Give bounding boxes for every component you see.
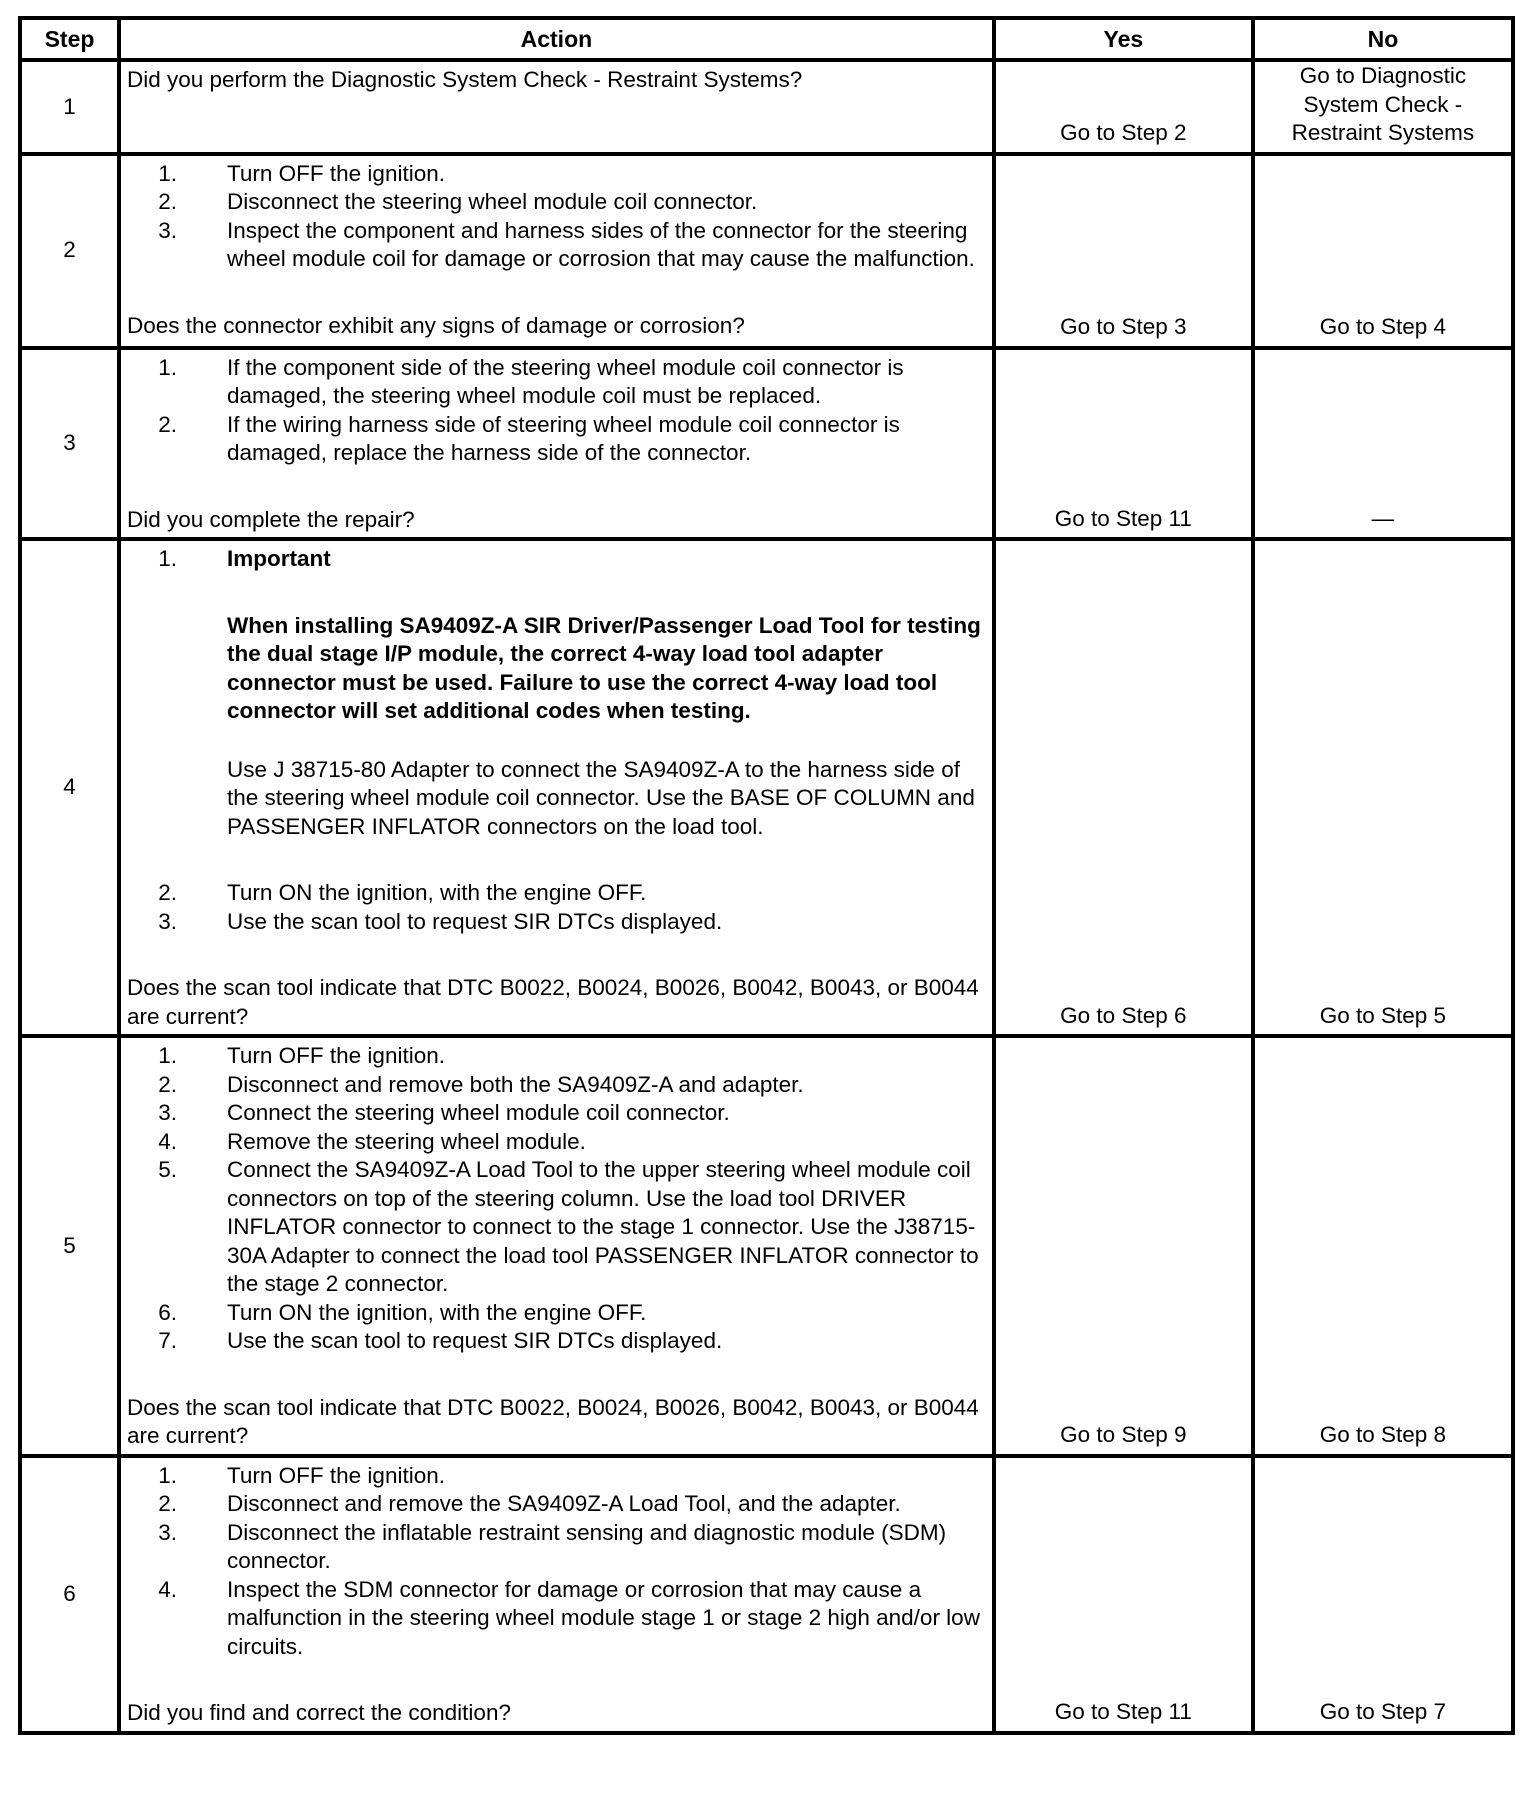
- list-item: [127, 1042, 988, 1071]
- question-text: Does the scan tool indicate that DTC B0022, B0024, B0026, B0042, B0043, or B0044 are current?: [126, 975, 979, 1029]
- step-list: [127, 1462, 988, 1662]
- list-item: [127, 545, 988, 879]
- header-yes: Yes: [994, 18, 1253, 60]
- no-cell: Go to Diagnostic System Check - Restraint Systems: [1253, 60, 1513, 154]
- step-number: 4: [20, 539, 119, 1036]
- item-text: Inspect the component and harness sides of the connector for the steering wheel module coil for damage or corrosion that may cause the malfunction.: [226, 217, 975, 271]
- step-number: 1: [20, 60, 119, 154]
- item-text: Disconnect and remove the SA9409Z-A Load Tool, and the adapter.: [226, 1491, 901, 1516]
- header-step: Step: [20, 18, 119, 60]
- action-cell: [119, 60, 994, 154]
- item-text: Use the scan tool to request SIR DTCs displayed.: [226, 1328, 723, 1353]
- table-row: [20, 348, 1513, 540]
- table-row: [20, 539, 1513, 1036]
- item-text: If the component side of the steering wheel module coil connector is damaged, the steering wheel module coil must be replaced.: [226, 354, 904, 408]
- item-text: Turn OFF the ignition.: [226, 1462, 445, 1488]
- list-item: [127, 908, 988, 937]
- step-number: 3: [20, 348, 119, 540]
- no-cell: Go to Step 7: [1253, 1456, 1513, 1733]
- step-list: [127, 160, 988, 274]
- item-number: 2.: [158, 411, 177, 437]
- item-text: Disconnect the steering wheel module coil connector.: [226, 189, 758, 214]
- list-item: [127, 1099, 988, 1128]
- yes-cell: Go to Step 2: [994, 60, 1253, 154]
- list-item: [127, 188, 988, 217]
- item-text: Use J 38715-80 Adapter to connect the SA9409Z-A to the harness side of the steering wheel module coil connector. Use the BASE OF COLUMN and PASSENGER INFLATOR connectors on the load tool.: [226, 756, 975, 839]
- question-text: Does the connector exhibit any signs of damage or corrosion?: [126, 312, 745, 338]
- item-number: 7.: [158, 1328, 177, 1353]
- no-cell: Go to Step 5: [1253, 539, 1513, 1036]
- question-text: Did you perform the Diagnostic System Check - Restraint Systems?: [126, 67, 803, 92]
- important-label: Important: [226, 546, 331, 571]
- item-number: 3.: [158, 1100, 177, 1125]
- list-item: [127, 1156, 988, 1299]
- list-item: [127, 354, 988, 411]
- step-list: [127, 545, 988, 936]
- question-text: Does the scan tool indicate that DTC B0022, B0024, B0026, B0042, B0043, or B0044 are current?: [126, 1394, 979, 1448]
- item-number: 2.: [158, 880, 177, 905]
- yes-cell: Go to Step 3: [994, 154, 1253, 348]
- step-number: 6: [20, 1456, 119, 1733]
- item-text: Connect the SA9409Z-A Load Tool to the upper steering wheel module coil connectors on top of the steering column. Use the load tool DRIVER INFLATOR connector to connect to the stage 1 connector. Use the J38715-30A Adapter to connect the load tool PASSENGER INFLATOR connector to the stage 2 connector.: [226, 1157, 979, 1296]
- item-number: 3.: [158, 217, 177, 243]
- item-text: Turn OFF the ignition.: [226, 160, 445, 186]
- item-text: Remove the steering wheel module.: [226, 1128, 586, 1154]
- yes-cell: Go to Step 11: [994, 348, 1253, 540]
- item-number: 4.: [158, 1576, 177, 1602]
- question-text: Did you complete the repair?: [126, 506, 415, 532]
- item-number: 3.: [158, 908, 177, 934]
- item-number: 2.: [158, 1071, 177, 1097]
- item-text: Connect the steering wheel module coil connector.: [226, 1100, 730, 1125]
- no-cell: Go to Step 8: [1253, 1036, 1513, 1456]
- item-text: Disconnect the inflatable restraint sensing and diagnostic module (SDM) connector.: [226, 1519, 947, 1573]
- yes-cell: Go to Step 6: [994, 539, 1253, 1036]
- list-item: [127, 1128, 988, 1157]
- action-cell: [119, 1036, 994, 1456]
- item-text: Turn OFF the ignition.: [226, 1043, 445, 1068]
- list-item: [127, 411, 988, 468]
- list-item: [127, 1576, 988, 1662]
- list-item: [127, 879, 988, 908]
- yes-cell: Go to Step 9: [994, 1036, 1253, 1456]
- diagnostic-table: [18, 16, 1515, 1735]
- list-item: [127, 1327, 988, 1356]
- table-row: [20, 154, 1513, 348]
- item-text: Turn ON the ignition, with the engine OFF.: [226, 1299, 647, 1325]
- item-text: If the wiring harness side of steering wheel module coil connector is damaged, replace the harness side of the connector.: [226, 411, 900, 465]
- important-note: When installing SA9409Z-A SIR Driver/Passenger Load Tool for testing the dual stage I/P module, the correct 4-way load tool adapter connector must be used. Failure to use the correct 4-way load tool connector will set additional codes when testing.: [226, 612, 981, 723]
- item-number: 5.: [158, 1157, 177, 1182]
- header-row: [20, 18, 1513, 60]
- action-cell: [119, 1456, 994, 1733]
- header-action: Action: [119, 18, 994, 60]
- item-text: Inspect the SDM connector for damage or corrosion that may cause a malfunction in the steering wheel module stage 1 or stage 2 high and/or low circuits.: [226, 1576, 980, 1659]
- step-number: 2: [20, 154, 119, 348]
- item-number: 2.: [158, 1491, 177, 1516]
- no-cell: —: [1253, 348, 1513, 540]
- item-number: 6.: [158, 1299, 177, 1325]
- list-item: [127, 1071, 988, 1100]
- step-list: [127, 354, 988, 468]
- header-no: No: [1253, 18, 1513, 60]
- item-number: 3.: [158, 1519, 177, 1545]
- item-number: 1.: [158, 354, 177, 380]
- step-list: [127, 1042, 988, 1356]
- item-text: Turn ON the ignition, with the engine OFF.: [226, 880, 647, 905]
- item-number: 1.: [158, 1043, 177, 1068]
- list-item: [127, 1299, 988, 1328]
- step-number: 5: [20, 1036, 119, 1456]
- list-item: [127, 1490, 988, 1519]
- table-row: [20, 1456, 1513, 1733]
- list-item: [127, 1519, 988, 1576]
- item-number: 4.: [158, 1128, 177, 1154]
- action-cell: [119, 348, 994, 540]
- yes-cell: Go to Step 11: [994, 1456, 1253, 1733]
- action-cell: [119, 539, 994, 1036]
- list-item: [127, 160, 988, 189]
- no-cell: Go to Step 4: [1253, 154, 1513, 348]
- item-text: Use the scan tool to request SIR DTCs displayed.: [226, 908, 723, 934]
- item-number: 2.: [158, 189, 177, 214]
- item-number: 1.: [158, 546, 177, 571]
- item-text: Disconnect and remove both the SA9409Z-A and adapter.: [226, 1071, 804, 1097]
- list-item: [127, 217, 988, 274]
- action-cell: [119, 154, 994, 348]
- list-item: [127, 1462, 988, 1491]
- table-row: [20, 60, 1513, 154]
- item-number: 1.: [158, 1462, 177, 1488]
- item-number: 1.: [158, 160, 177, 186]
- question-text: Did you find and correct the condition?: [126, 1700, 511, 1725]
- table-row: [20, 1036, 1513, 1456]
